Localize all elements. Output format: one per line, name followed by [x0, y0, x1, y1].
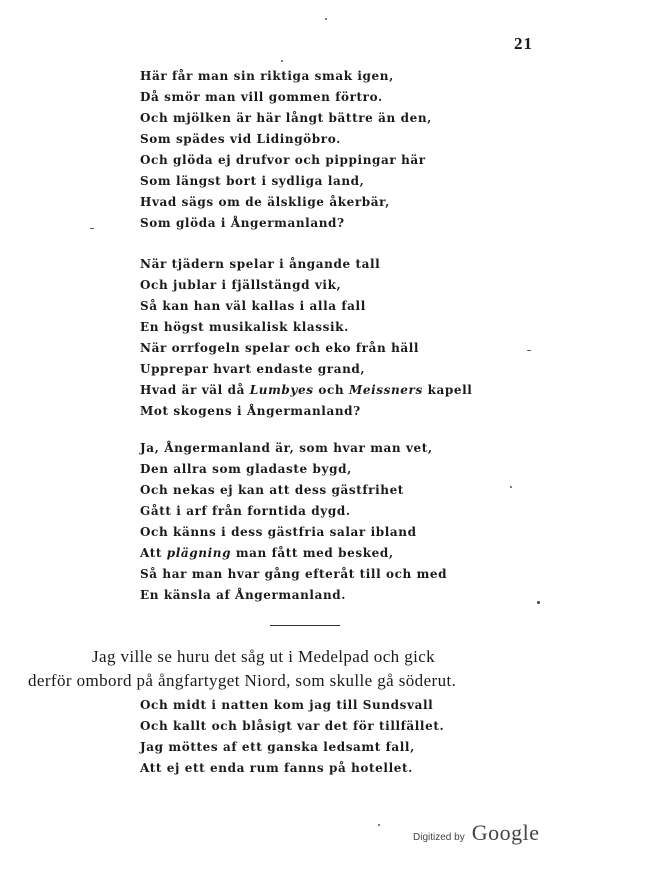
verse-line: En känsla af Ångermanland. — [140, 588, 347, 602]
scan-speck — [378, 824, 380, 826]
verse-line: När tjädern spelar i ångande tall — [140, 257, 381, 271]
prose-line: Jag ville se huru det såg ut i Medelpad och gick — [92, 647, 436, 666]
verse-line: Ja, Ångermanland är, som hvar man vet, — [140, 441, 433, 455]
stanza-1 — [140, 66, 432, 234]
verse-line: Och nekas ej kan att dess gästfrihet — [140, 483, 404, 497]
verse-text: man fått med besked, — [231, 546, 394, 560]
verse-line: Hvad sägs om de älsklige åkerbär, — [140, 195, 390, 209]
digitized-by-watermark — [413, 820, 540, 846]
section-divider — [270, 625, 340, 626]
verse-text: kapell — [422, 383, 473, 397]
verse-line: Och mjölken är här långt bättre än den, — [140, 111, 432, 125]
page-number: 21 — [514, 34, 533, 53]
verse-emphasis: Lumbyes — [249, 383, 314, 397]
verse-line: Så har man hvar gång efteråt till och med — [140, 567, 448, 581]
stanza-2 — [140, 254, 472, 422]
verse-line: Och glöda ej drufvor och pippingar här — [140, 153, 426, 167]
scan-speck — [510, 486, 512, 488]
verse-emphasis: Meissners — [348, 383, 423, 397]
verse-line: Upprepar hvart endaste grand, — [140, 362, 366, 376]
verse-line: När orrfogeln spelar och eko från häll — [140, 341, 420, 355]
watermark-text: Digitized by — [413, 832, 465, 843]
verse-text: Hvad är väl då — [140, 383, 250, 397]
verse-line: Att ej ett enda rum fanns på hotellet. — [140, 761, 413, 775]
verse-text: och — [313, 383, 349, 397]
verse-emphasis: plägning — [166, 546, 232, 560]
verse-line: Som spädes vid Lidingöbro. — [140, 132, 341, 146]
google-logo: Google — [471, 820, 540, 845]
verse-line: Här får man sin riktiga smak igen, — [140, 69, 394, 83]
verse-line: Och känns i dess gästfria salar ibland — [140, 525, 417, 539]
scan-speck — [527, 350, 531, 351]
verse-line: Och jublar i fjällstängd vik, — [140, 278, 342, 292]
verse-line: En högst musikalisk klassik. — [140, 320, 349, 334]
verse-line: Som glöda i Ångermanland? — [140, 216, 345, 230]
scan-speck — [90, 228, 94, 229]
verse-text: Att — [140, 546, 167, 560]
scan-speck — [537, 601, 540, 604]
closing-stanza — [140, 695, 444, 779]
verse-line: Som längst bort i sydliga land, — [140, 174, 365, 188]
verse-line — [140, 380, 472, 401]
verse-line: Då smör man vill gommen förtro. — [140, 90, 383, 104]
verse-line: Så kan han väl kallas i alla fall — [140, 299, 366, 313]
verse-line: Och midt i natten kom jag till Sundsvall — [140, 698, 434, 712]
prose-paragraph — [28, 645, 568, 693]
scan-speck — [325, 18, 327, 20]
verse-line — [140, 543, 447, 564]
verse-line: Den allra som gladaste bygd, — [140, 462, 352, 476]
verse-line: Gått i arf från forntida dygd. — [140, 504, 351, 518]
scan-speck — [281, 60, 283, 62]
stanza-3 — [140, 438, 447, 606]
verse-line: Och kallt och blåsigt var det för tillfället. — [140, 719, 445, 733]
verse-line: Jag möttes af ett ganska ledsamt fall, — [140, 740, 415, 754]
verse-line: Mot skogens i Ångermanland? — [140, 404, 361, 418]
prose-line: derför ombord på ångfartyget Niord, som skulle gå söderut. — [28, 671, 457, 690]
